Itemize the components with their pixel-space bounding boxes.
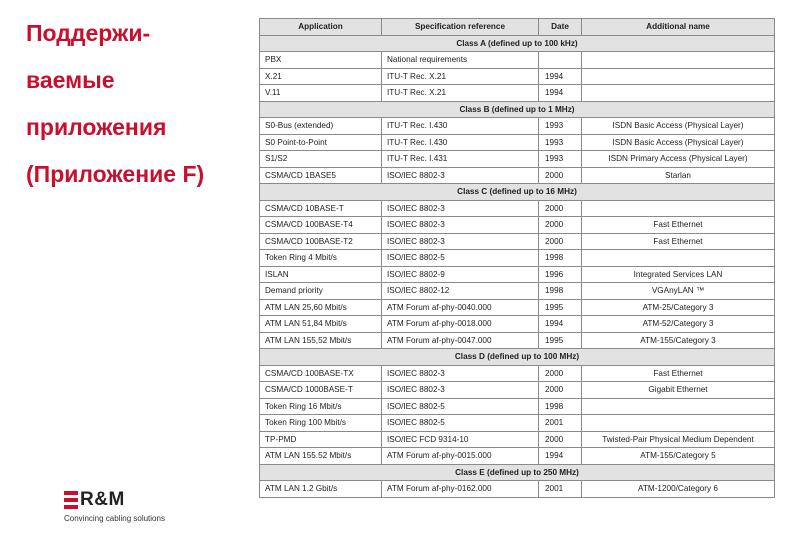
- table-row: [260, 283, 775, 300]
- cell-specification: ISO/IEC 8802-3: [382, 217, 539, 234]
- logo-tagline: Convincing cabling solutions: [64, 514, 165, 523]
- class-section-row: [260, 464, 775, 481]
- cell-specification: ITU-T Rec. I.430: [382, 118, 539, 135]
- cell-specification: ISO/IEC FCD 9314-10: [382, 431, 539, 448]
- title-line: (Приложение F): [26, 161, 205, 187]
- cell-specification: ITU-T Rec. X.21: [382, 68, 539, 85]
- cell-additional-name: ATM-155/Category 5: [582, 448, 775, 465]
- cell-date: 2001: [539, 415, 582, 432]
- table-row: [260, 52, 775, 69]
- cell-additional-name: Twisted-Pair Physical Medium Dependent: [582, 431, 775, 448]
- cell-date: 1998: [539, 398, 582, 415]
- header-specification: Specification reference: [382, 19, 539, 36]
- cell-date: 1994: [539, 316, 582, 333]
- cell-additional-name: ATM-1200/Category 6: [582, 481, 775, 498]
- cell-application: S0-Bus (extended): [260, 118, 382, 135]
- cell-application: ATM LAN 51,84 Mbit/s: [260, 316, 382, 333]
- cell-additional-name: [582, 52, 775, 69]
- cell-application: PBX: [260, 52, 382, 69]
- table-row: [260, 233, 775, 250]
- table-row: [260, 332, 775, 349]
- table-row: [260, 167, 775, 184]
- cell-date: 2001: [539, 481, 582, 498]
- table-body: [260, 35, 775, 497]
- cell-specification: ISO/IEC 8802-3: [382, 167, 539, 184]
- class-section-title: Class C (defined up to 16 MHz): [260, 184, 775, 201]
- cell-additional-name: Fast Ethernet: [582, 217, 775, 234]
- table-row: [260, 85, 775, 102]
- cell-specification: ISO/IEC 8802-3: [382, 200, 539, 217]
- cell-additional-name: [582, 415, 775, 432]
- cell-date: 2000: [539, 200, 582, 217]
- table-row: [260, 299, 775, 316]
- cell-date: 1994: [539, 68, 582, 85]
- class-section-row: [260, 101, 775, 118]
- cell-specification: ATM Forum af-phy-0015.000: [382, 448, 539, 465]
- cell-date: 1998: [539, 283, 582, 300]
- cell-additional-name: ISDN Basic Access (Physical Layer): [582, 118, 775, 135]
- class-section-title: Class D (defined up to 100 MHz): [260, 349, 775, 366]
- table-row: [260, 118, 775, 135]
- cell-date: 1996: [539, 266, 582, 283]
- cell-application: Demand priority: [260, 283, 382, 300]
- cell-additional-name: ISDN Basic Access (Physical Layer): [582, 134, 775, 151]
- cell-date: 2000: [539, 217, 582, 234]
- class-section-row: [260, 349, 775, 366]
- cell-date: 2000: [539, 365, 582, 382]
- cell-specification: ISO/IEC 8802-9: [382, 266, 539, 283]
- cell-specification: ITU-T Rec. I.430: [382, 134, 539, 151]
- cell-application: V.11: [260, 85, 382, 102]
- cell-date: 2000: [539, 167, 582, 184]
- cell-specification: ATM Forum af-phy-0047.000: [382, 332, 539, 349]
- cell-application: ATM LAN 155.52 Mbit/s: [260, 448, 382, 465]
- cell-date: 1995: [539, 299, 582, 316]
- class-section-row: [260, 184, 775, 201]
- cell-additional-name: ATM-52/Category 3: [582, 316, 775, 333]
- cell-specification: ITU-T Rec. X.21: [382, 85, 539, 102]
- table-row: [260, 151, 775, 168]
- cell-application: CSMA/CD 100BASE-T4: [260, 217, 382, 234]
- cell-application: ISLAN: [260, 266, 382, 283]
- cell-additional-name: [582, 398, 775, 415]
- class-section-title: Class B (defined up to 1 MHz): [260, 101, 775, 118]
- cell-specification: ISO/IEC 8802-5: [382, 250, 539, 267]
- cell-application: CSMA/CD 100BASE-TX: [260, 365, 382, 382]
- cell-specification: ISO/IEC 8802-5: [382, 415, 539, 432]
- cell-specification: ITU-T Rec. I.431: [382, 151, 539, 168]
- cell-specification: ISO/IEC 8802-12: [382, 283, 539, 300]
- class-section-title: Class E (defined up to 250 MHz): [260, 464, 775, 481]
- table-row: [260, 200, 775, 217]
- cell-application: ATM LAN 155,52 Mbit/s: [260, 332, 382, 349]
- table-row: [260, 448, 775, 465]
- cell-additional-name: [582, 85, 775, 102]
- cell-additional-name: Starlan: [582, 167, 775, 184]
- cell-additional-name: ATM-155/Category 3: [582, 332, 775, 349]
- table-row: [260, 382, 775, 399]
- cell-additional-name: VGAnyLAN ™: [582, 283, 775, 300]
- logo-name: R&M: [80, 489, 125, 510]
- cell-application: TP-PMD: [260, 431, 382, 448]
- table-row: [260, 250, 775, 267]
- cell-date: 1993: [539, 118, 582, 135]
- cell-application: ATM LAN 1.2 Gbit/s: [260, 481, 382, 498]
- title-line: приложения: [26, 114, 167, 140]
- cell-date: 1994: [539, 85, 582, 102]
- applications-table: [259, 18, 775, 498]
- cell-application: CSMA/CD 1BASE5: [260, 167, 382, 184]
- cell-application: S0 Point-to-Point: [260, 134, 382, 151]
- cell-additional-name: ATM-25/Category 3: [582, 299, 775, 316]
- cell-specification: ATM Forum af-phy-0162.000: [382, 481, 539, 498]
- title-line: Поддержи-: [26, 20, 151, 46]
- table-row: [260, 481, 775, 498]
- class-section-title: Class A (defined up to 100 kHz): [260, 35, 775, 52]
- cell-additional-name: [582, 68, 775, 85]
- cell-additional-name: [582, 250, 775, 267]
- cell-date: 1993: [539, 151, 582, 168]
- table-row: [260, 266, 775, 283]
- header-application: Application: [260, 19, 382, 36]
- cell-specification: ISO/IEC 8802-5: [382, 398, 539, 415]
- company-logo: [64, 490, 165, 523]
- cell-additional-name: ISDN Primary Access (Physical Layer): [582, 151, 775, 168]
- cell-specification: ISO/IEC 8802-3: [382, 365, 539, 382]
- table-row: [260, 365, 775, 382]
- header-additional-name: Additional name: [582, 19, 775, 36]
- cell-date: 2000: [539, 382, 582, 399]
- cell-date: 1998: [539, 250, 582, 267]
- table-row: [260, 68, 775, 85]
- table-row: [260, 316, 775, 333]
- slide-title: [26, 10, 266, 198]
- cell-date: 1993: [539, 134, 582, 151]
- cell-application: ATM LAN 25,60 Mbit/s: [260, 299, 382, 316]
- table-row: [260, 398, 775, 415]
- cell-application: X.21: [260, 68, 382, 85]
- cell-application: CSMA/CD 100BASE-T2: [260, 233, 382, 250]
- cell-additional-name: [582, 200, 775, 217]
- cell-additional-name: Fast Ethernet: [582, 365, 775, 382]
- cell-date: 2000: [539, 233, 582, 250]
- cell-application: S1/S2: [260, 151, 382, 168]
- cell-additional-name: Integrated Services LAN: [582, 266, 775, 283]
- table-row: [260, 134, 775, 151]
- logo-mark: [64, 490, 165, 510]
- cell-specification: National requirements: [382, 52, 539, 69]
- table-header-row: [260, 19, 775, 36]
- cell-application: CSMA/CD 10BASE-T: [260, 200, 382, 217]
- cell-application: Token Ring 16 Mbit/s: [260, 398, 382, 415]
- cell-additional-name: Fast Ethernet: [582, 233, 775, 250]
- cell-specification: ISO/IEC 8802-3: [382, 382, 539, 399]
- cell-additional-name: Gigabit Ethernet: [582, 382, 775, 399]
- cell-application: Token Ring 100 Mbit/s: [260, 415, 382, 432]
- cell-date: 2000: [539, 431, 582, 448]
- cell-date: [539, 52, 582, 69]
- cell-date: 1995: [539, 332, 582, 349]
- cell-specification: ATM Forum af-phy-0018.000: [382, 316, 539, 333]
- cell-application: CSMA/CD 1000BASE-T: [260, 382, 382, 399]
- cell-specification: ISO/IEC 8802-3: [382, 233, 539, 250]
- logo-bars-icon: [64, 491, 78, 509]
- class-section-row: [260, 35, 775, 52]
- table-row: [260, 431, 775, 448]
- title-line: ваемые: [26, 67, 115, 93]
- cell-specification: ATM Forum af-phy-0040.000: [382, 299, 539, 316]
- cell-application: Token Ring 4 Mbit/s: [260, 250, 382, 267]
- cell-date: 1994: [539, 448, 582, 465]
- table-row: [260, 217, 775, 234]
- table-row: [260, 415, 775, 432]
- header-date: Date: [539, 19, 582, 36]
